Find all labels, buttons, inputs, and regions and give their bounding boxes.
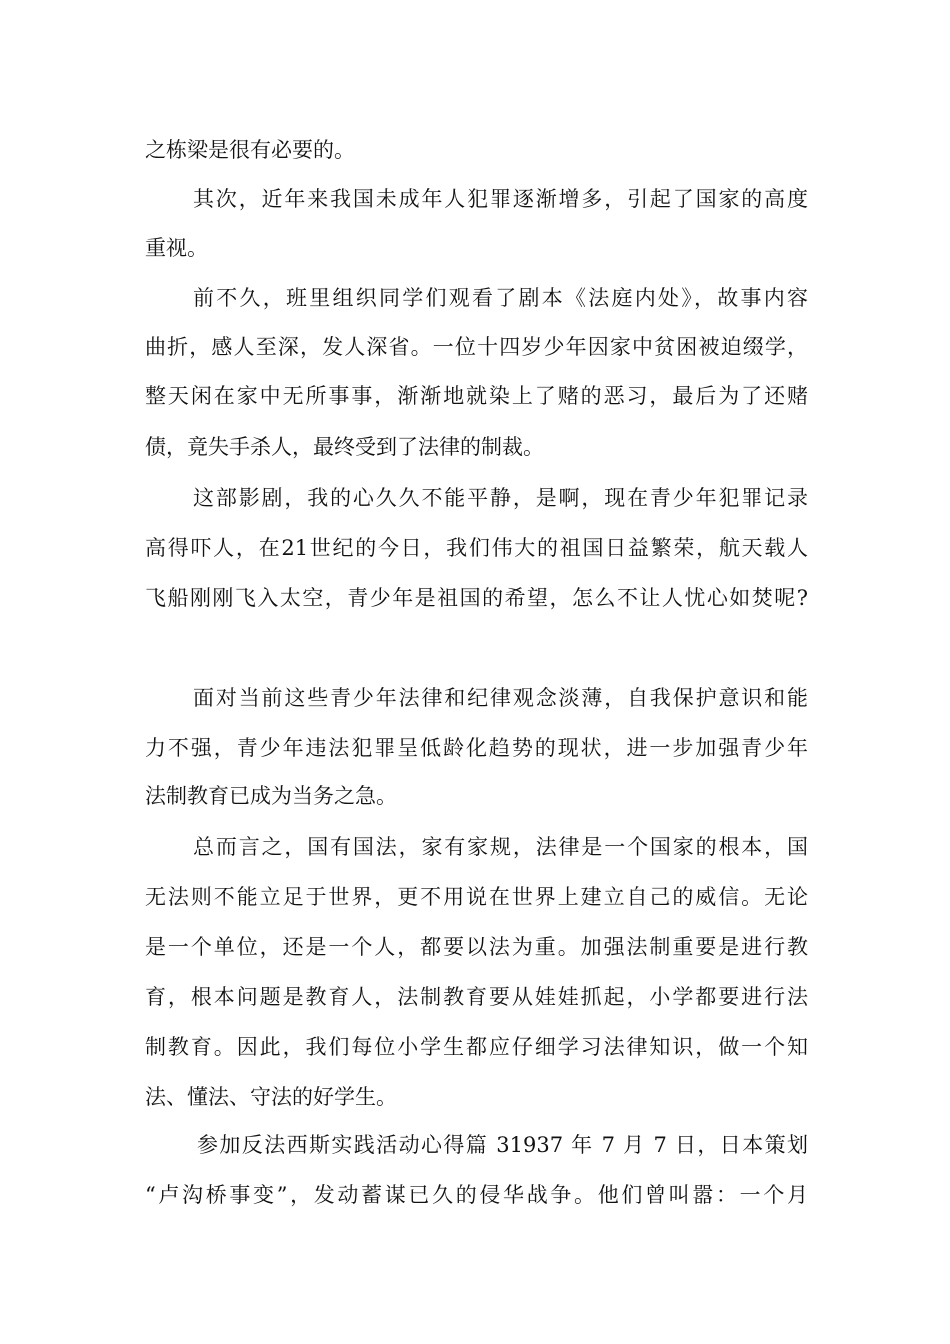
- text-line: 参加反法西斯实践活动心得篇 31937 年 7 月 7 日，日本策划: [197, 1133, 808, 1157]
- text-line: 前不久，班里组织同学们观看了剧本《法庭内处》，故事内容: [193, 286, 808, 310]
- text-line: 之栋梁是很有必要的。: [145, 138, 355, 162]
- text-line: 育，根本问题是教育人，法制教育要从娃娃抓起，小学都要进行法: [145, 985, 808, 1009]
- text-line: 其次，近年来我国未成年人犯罪逐渐增多，引起了国家的高度: [193, 187, 808, 211]
- text-line: 这部影剧，我的心久久不能平静，是啊，现在青少年犯罪记录: [193, 486, 808, 510]
- text-line: “卢沟桥事变”，发动蓄谋已久的侵华战争。他们曾叫嚣：一个月: [145, 1183, 808, 1207]
- text-line: 是一个单位，还是一个人，都要以法为重。加强法制重要是进行教: [145, 935, 808, 959]
- text-line: 债，竟失手杀人，最终受到了法律的制裁。: [145, 435, 544, 459]
- text-line: 高得吓人，在21世纪的今日，我们伟大的祖国日益繁荣，航天载人: [145, 536, 808, 560]
- text-line: 无法则不能立足于世界，更不用说在世界上建立自己的威信。无论: [145, 885, 808, 909]
- text-line: 整天闲在家中无所事事，渐渐地就染上了赌的恶习，最后为了还赌: [145, 384, 808, 408]
- text-line: 制教育。因此，我们每位小学生都应仔细学习法律知识，做一个知: [145, 1035, 808, 1059]
- text-line: 法、懂法、守法的好学生。: [145, 1085, 397, 1109]
- text-line: 飞船刚刚飞入太空，青少年是祖国的希望，怎么不让人忧心如焚呢?: [145, 586, 808, 610]
- text-line: 重视。: [145, 236, 208, 260]
- text-line: 法制教育已成为当务之急。: [145, 784, 397, 808]
- text-line: 面对当前这些青少年法律和纪律观念淡薄，自我保护意识和能: [193, 686, 808, 710]
- text-line: 总而言之，国有国法，家有家规，法律是一个国家的根本，国: [193, 835, 808, 859]
- text-line: 曲折，感人至深，发人深省。一位十四岁少年因家中贫困被迫缀学，: [145, 335, 808, 359]
- text-line: 力不强，青少年违法犯罪呈低龄化趋势的现状，进一步加强青少年: [145, 736, 808, 760]
